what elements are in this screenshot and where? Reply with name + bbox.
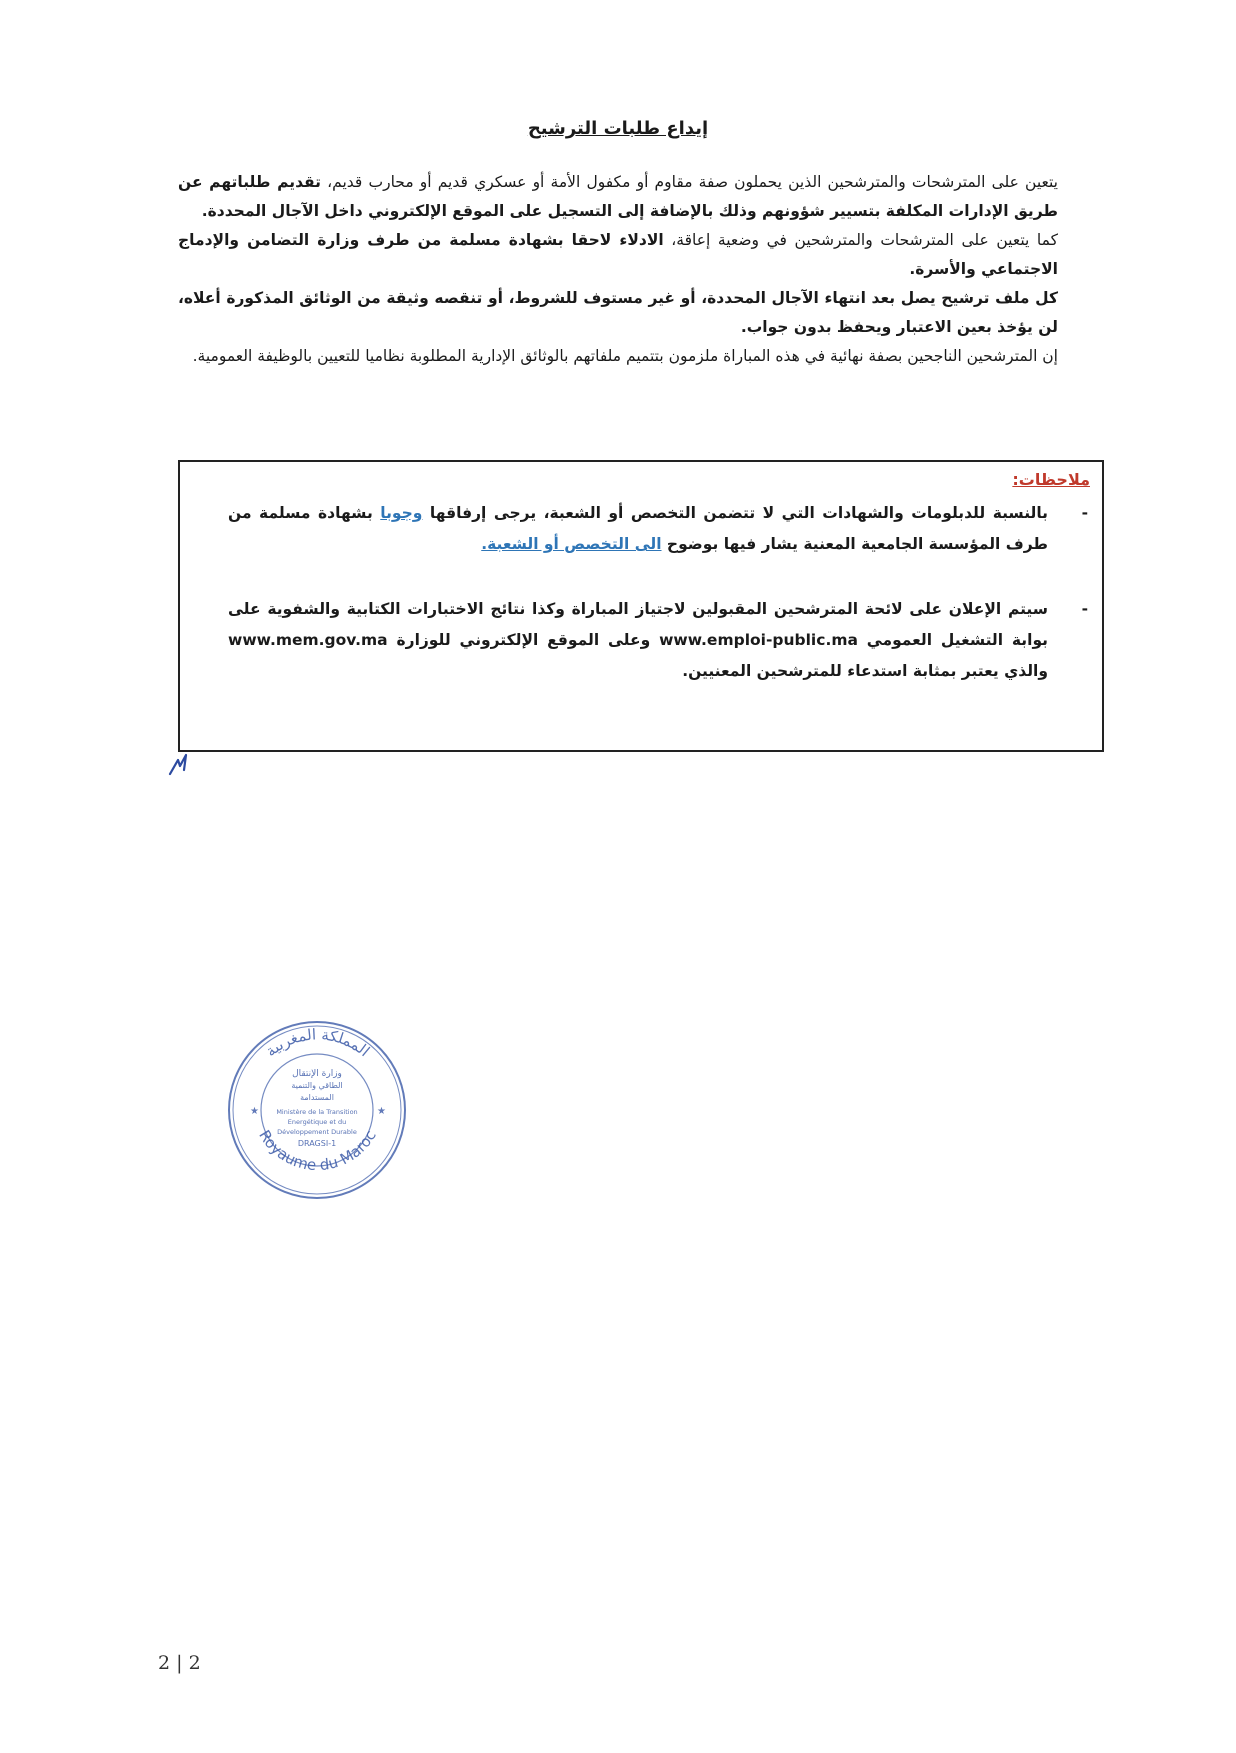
notes-box [178,460,1104,752]
note-2-part-a: سيتم الإعلان على لائحة المترشحين المقبولين لاجتياز المباراة وكذا نتائج الاختبارات الكتابية والشفوية على بوابة التشغيل العمومي [228,600,1048,649]
note-2-part-c: والذي يعتبر بمثابة استدعاء للمترشحين المعنيين. [682,662,1048,680]
stamp-line-5: Energétique et du [287,1118,347,1126]
paragraph-2 [178,226,1058,284]
paragraph-4-normal: إن المترشحين الناجحين بصفة نهائية في هذه المباراة ملزمون بتتميم ملفاتهم بالوثائق الإدارية المطلوبة نظاميا للتعيين بالوظيفة العمومية. [192,347,1058,365]
emploi-public-link[interactable]: www.emploi-public.ma [659,631,858,649]
note-1-highlight-specialty: الى التخصص أو الشعبة. [481,535,662,553]
ministry-website-link[interactable]: www.mem.gov.ma [228,631,388,649]
stamp-top-text: المملكة المغربية [262,1025,374,1061]
note-1-part-b: بشهادة مسلمة من طرف المؤسسة الجامعية المعنية يشار فيها بوضوح [228,504,1048,553]
stamp-line-3: المستدامة [300,1093,334,1102]
svg-text:★: ★ [250,1106,259,1117]
document-body [178,168,1058,371]
official-stamp [225,1018,410,1203]
note-2-part-b: وعلى الموقع الإلكتروني للوزارة [387,631,660,649]
stamp-bottom-text: Royaume du Maroc [255,1126,380,1175]
paragraph-3 [178,284,1058,342]
paragraph-1 [178,168,1058,226]
page-title: إيداع طلبات الترشيح [527,118,709,139]
note-1-highlight-required: وجوبا [380,504,423,522]
stamp-line-2: الطاقي والتنمية [291,1081,343,1090]
stamp-line-1: وزارة الإنتقال [292,1069,342,1079]
stamp-line-6: Développement Durable [277,1128,357,1136]
note-item-1 [228,498,1088,560]
paragraph-1-bold: تقديم طلباتهم عن طريق الإدارات المكلفة بتسيير شؤونهم وذلك بالإضافة إلى التسجيل على الموقع الإلكتروني داخل الآجال المحددة. [178,173,1058,220]
note-item-2 [228,594,1088,687]
note-1-text [228,498,1048,560]
notes-title: ملاحظات: [1012,470,1090,489]
stamp-line-7: DRAGSI-1 [297,1139,337,1148]
note-1-part-a: بالنسبة للدبلومات والشهادات التي لا تتضمن التخصص أو الشعبة، يرجى إرفاقها [422,504,1048,522]
paragraph-2-normal: كما يتعين على المترشحات والمترشحين في وضعية إعاقة، [663,231,1058,249]
stamp-line-4: Ministère de la Transition [276,1108,358,1116]
page-number: 2 | 2 [158,1652,201,1674]
bullet-dash: - [1081,600,1088,618]
bullet-dash: - [1081,504,1088,522]
paragraph-2-bold: الادلاء لاحقا بشهادة مسلمة من طرف وزارة التضامن والإدماج الاجتماعي والأسرة. [178,231,1058,278]
paragraph-4 [178,342,1058,371]
note-2-text [228,594,1048,687]
initials-mark-icon [168,752,196,776]
paragraph-3-bold: كل ملف ترشيح يصل بعد انتهاء الآجال المحددة، أو غير مستوف للشروط، أو تنقصه وثيقة من الوثائق المذكورة أعلاه، لن يؤخذ بعين الاعتبار ويحفظ بدون جواب. [178,289,1058,336]
svg-text:★: ★ [377,1106,386,1117]
paragraph-1-normal: يتعين على المترشحات والمترشحين الذين يحملون صفة مقاوم أو مكفول الأمة أو عسكري قديم أو محارب قديم، [321,173,1058,191]
